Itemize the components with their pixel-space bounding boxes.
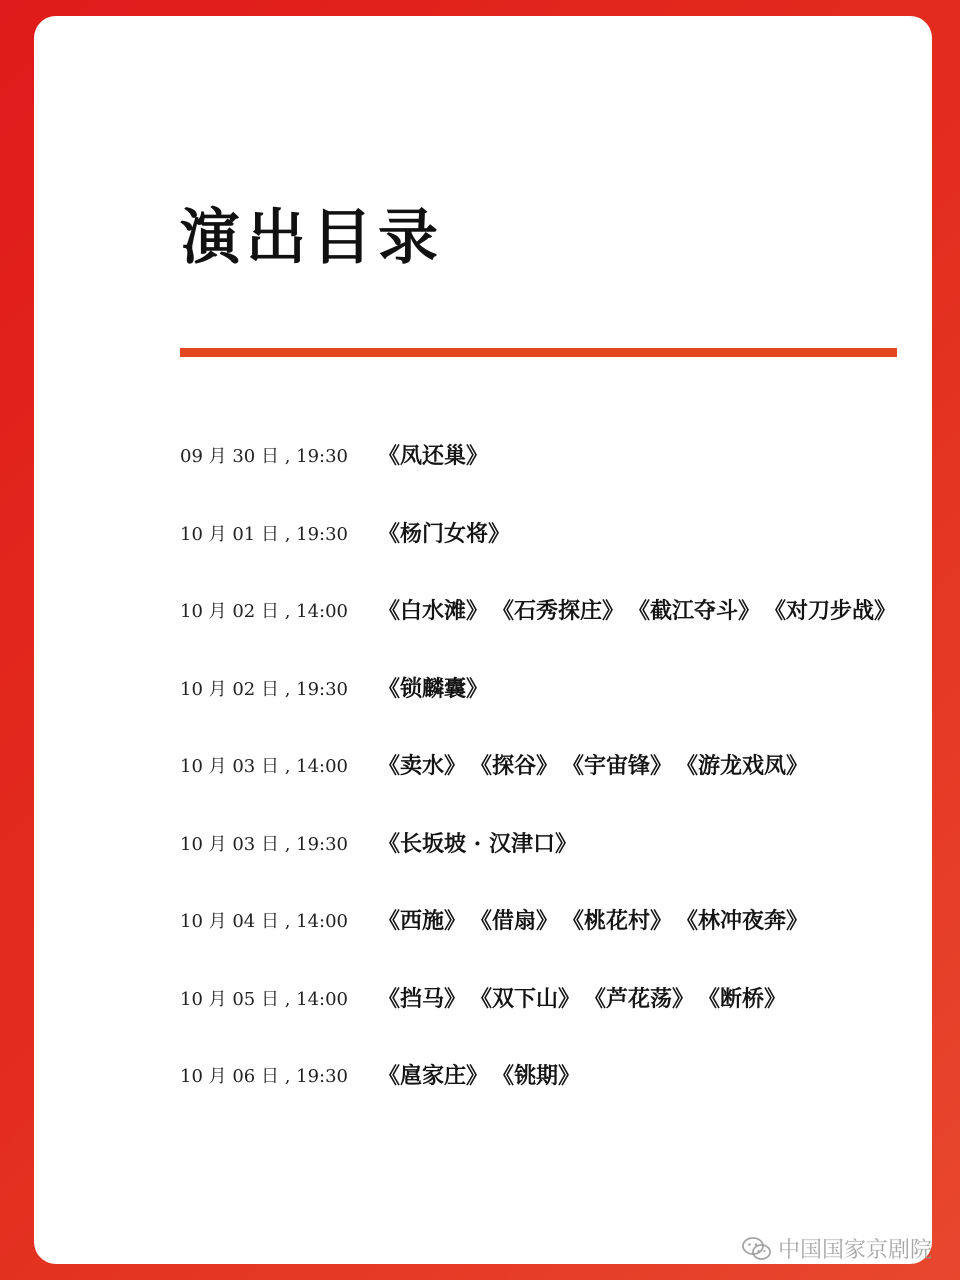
- performance-titles: [378, 748, 808, 784]
- performance-date: 10 月 05 日 , 14:00: [180, 988, 349, 1010]
- schedule-row: [180, 669, 920, 747]
- schedule-row: [180, 591, 920, 669]
- opera-title: 《长坂坡 · 汉津口》: [378, 830, 577, 857]
- page-title: 演出目录: [180, 203, 444, 273]
- opera-title: 《扈家庄》: [378, 1063, 489, 1089]
- opera-title: 《石秀探庄》: [492, 598, 625, 624]
- performance-titles: [378, 671, 488, 707]
- schedule-list: [180, 436, 920, 1134]
- opera-title: 《卖水》: [378, 753, 467, 779]
- schedule-row: [180, 1056, 920, 1134]
- opera-title: 《截江夺斗》: [628, 598, 761, 624]
- performance-date: 10 月 01 日 , 19:30: [180, 523, 349, 545]
- opera-title: 《白水滩》: [378, 598, 489, 624]
- opera-title: 《西施》: [378, 908, 467, 934]
- performance-date: 10 月 03 日 , 19:30: [180, 833, 349, 855]
- performance-date: 10 月 02 日 , 14:00: [180, 601, 349, 622]
- opera-title: 《挡马》: [378, 985, 467, 1012]
- performance-date: 09 月 30 日 , 19:30: [180, 446, 349, 467]
- performance-titles: [378, 438, 488, 474]
- performance-titles: [378, 516, 510, 552]
- schedule-row: [180, 436, 920, 514]
- performance-date: 10 月 03 日 , 14:00: [180, 756, 349, 777]
- schedule-row: [180, 901, 920, 979]
- schedule-row: [180, 824, 920, 902]
- wechat-watermark: [742, 1233, 932, 1264]
- performance-titles: [378, 903, 808, 939]
- opera-title: 《桃花村》: [562, 908, 673, 934]
- schedule-row: [180, 979, 920, 1057]
- opera-title: 《双下山》: [470, 985, 581, 1012]
- watermark-text: 中国国家京剧院: [777, 1238, 932, 1263]
- performance-titles: [378, 593, 896, 629]
- performance-date: 10 月 02 日 , 19:30: [180, 678, 349, 700]
- performance-date: 10 月 06 日 , 19:30: [180, 1066, 349, 1087]
- opera-title: 《铫期》: [492, 1063, 581, 1089]
- schedule-row: [180, 746, 920, 824]
- performance-titles: [378, 826, 577, 862]
- opera-title: 《芦花荡》: [584, 985, 695, 1012]
- performance-titles: [378, 981, 786, 1017]
- opera-title: 《对刀步战》: [764, 598, 897, 624]
- wechat-icon: [742, 1236, 772, 1262]
- opera-title: 《锁麟囊》: [378, 675, 489, 702]
- opera-title: 《宇宙锋》: [562, 753, 673, 779]
- opera-title: 《杨门女将》: [378, 520, 511, 547]
- opera-title: 《借扇》: [470, 908, 559, 934]
- title-divider: [180, 348, 897, 357]
- schedule-row: [180, 514, 920, 592]
- performance-date: 10 月 04 日 , 14:00: [180, 911, 349, 932]
- opera-title: 《探谷》: [470, 753, 559, 779]
- opera-title: 《断桥》: [698, 985, 787, 1012]
- opera-title: 《凤还巢》: [378, 443, 489, 469]
- opera-title: 《林冲夜奔》: [676, 908, 809, 934]
- performance-titles: [378, 1058, 580, 1094]
- program-card: [34, 16, 932, 1264]
- opera-title: 《游龙戏凤》: [676, 753, 809, 779]
